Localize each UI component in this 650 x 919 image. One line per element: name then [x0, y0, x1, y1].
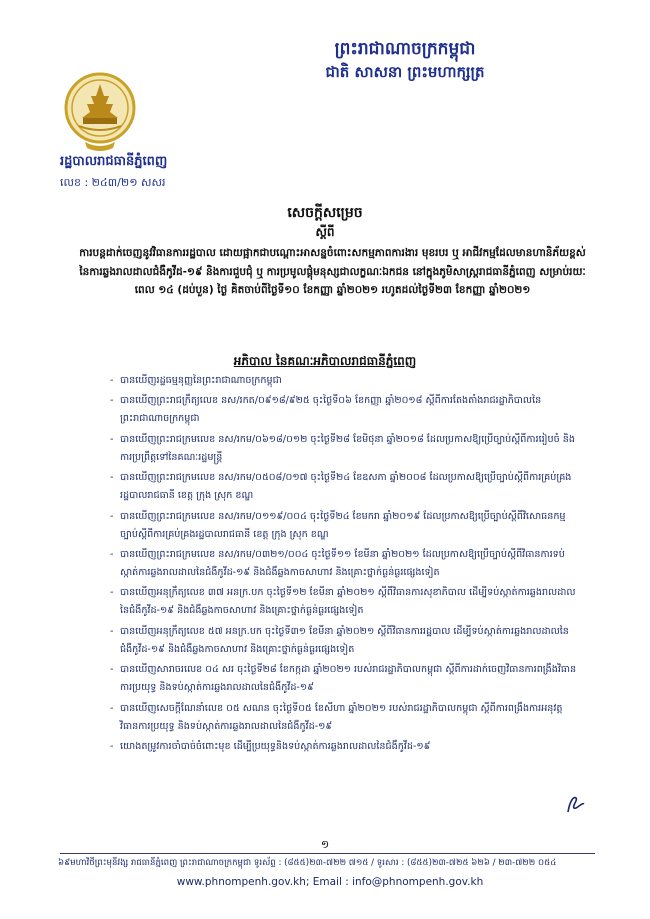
list-item: - បានឃើញសារាចរលេខ ០៤ សរ ចុះថ្ងៃទី២៨ ខែកក្កដា ឆ្នាំ២០២១ របស់រាជរដ្ឋាភិបាលកម្ពុជា ស្ដីពីការដាក់ចេញវិធានការពង្រឹងវិធានការប្រយុទ្ធ និងទប់ស្កាត់ការឆ្លងរាលដាលនៃជំងឺកូវីដ-១៩ — [110, 661, 580, 697]
list-item: - បានឃើញអនុក្រឹត្យលេខ ៥៧ អនក្រ.បក ចុះថ្ងៃទី៣១ ខែមីនា ឆ្នាំ២០២១ ស្ដីពីវិធានការរដ្ឋបាល ដើម្បីទប់ស្កាត់ការឆ្លងរាលដាលនៃជំងឺកូវីដ-១៩ និងជំងឺឆ្លងកាចសាហាវ និងគ្រោះថ្នាក់ធ្ងន់ធ្ងរផ្សេងទៀត — [110, 623, 580, 659]
list-item: - បានឃើញព្រះរាជក្រមលេខ នស/រកម/០១១៩/០០៤ ចុះថ្ងៃទី២៤ ខែមករា ឆ្នាំ២០១៩ ដែលប្រកាសឱ្យប្រើច្បាប់ស្ដីពីវិសោធនកម្មច្បាប់ស្ដីពីការគ្រប់គ្រងរដ្ឋបាលរាជធានី ខេត្ត ក្រុង ស្រុក ខណ្ឌ — [110, 508, 580, 544]
list-item: - បានឃើញអនុក្រឹត្យលេខ ៣៧ អនក្រ.បក ចុះថ្ងៃទី១២ ខែមីនា ឆ្នាំ២០២១ ស្ដីពីវិធានការសុខាភិបាល ដើម្បីទប់ស្កាត់ការឆ្លងរាលដាលនៃជំងឺកូវីដ-១៩ និងជំងឺឆ្លងកាចសាហាវ និងគ្រោះថ្នាក់ធ្ងន់ធ្ងរផ្សេងទៀត — [110, 584, 580, 620]
list-item: - បានឃើញរដ្ឋធម្មនុញ្ញនៃព្រះរាជាណាចក្រកម្ពុជា — [110, 372, 580, 390]
page-number: ១ — [320, 838, 330, 851]
footer-address: ៦៩មហាវិថីព្រះមុនីវង្ស រាជធានីភ្នំពេញ ព្រះរាជាណាចក្រកម្ពុជា ទូរស័ព្ទ : (៨៥៥)២៣-៧២២ ៧១៥ / ទូរសារ : (៨៥៥)២៣-៧២៥ ៦២៦ / ២៣-៧២២ ០៥៤ — [58, 858, 557, 868]
list-item: - បានឃើញសេចក្ដីណែនាំលេខ ០៥ សណន ចុះថ្ងៃទី០៥ ខែសីហា ឆ្នាំ២០២១ របស់រាជរដ្ឋាភិបាលកម្ពុជា ស្ដីពីការពង្រឹងការអនុវត្តវិធានការប្រយុទ្ធ និងទប់ស្កាត់ការឆ្លងរាលដាលនៃជំងឺកូវីដ-១៩ — [110, 700, 580, 736]
document-about: ស្ដីពី — [315, 225, 335, 239]
national-motto: ជាតិ សាសនា ព្រះមហាក្សត្រ — [325, 63, 485, 81]
kingdom-heading: ព្រះរាជាណាចក្រកម្ពុជា — [334, 39, 476, 59]
list-item: - បានឃើញព្រះរាជក្រឹត្យលេខ នស/រកត/០៩១៨/៩២៥ ចុះថ្ងៃទី០៦ ខែកញ្ញា ឆ្នាំ២០១៨ ស្ដីពីការតែងតាំងរាជរដ្ឋាភិបាលនៃព្រះរាជាណាចក្រកម្ពុជា — [110, 392, 580, 428]
reference-number: លេខ : ២៤៣/២១ សសរ — [60, 176, 166, 189]
document-title: សេចក្ដីសម្រេច — [287, 205, 363, 221]
considerations-list — [110, 372, 580, 758]
footer-email-link[interactable]: info@phnompenh.gov.kh — [352, 876, 484, 888]
footer-email-label: Email : — [309, 876, 353, 888]
phnom-penh-seal-icon — [63, 70, 137, 154]
initial-signature-icon — [564, 792, 588, 816]
document-subject: ការបន្តដាក់ចេញនូវវិធានការរដ្ឋបាល ដោយផ្អាកជាបណ្ដោះអាសន្នចំពោះសកម្មភាពការងារ មុខរបរ ឬ អាជីវកម្មដែលមានហានិភ័យខ្ពស់នៃការឆ្លងរាលដាលជំងឺកូវីដ-១៩ និងការជួបជុំ ឬ ការប្រមូលផ្ដុំមនុស្សជាលក្ខណៈឯកជន នៅក្នុងភូមិសាស្ត្ររាជធានីភ្នំពេញ សម្រាប់រយៈពេល ១៤ (ដប់បួន) ថ្ងៃ គិតចាប់ពីថ្ងៃទី១០ ខែកញ្ញា ឆ្នាំ២០២១ រហូតដល់ថ្ងៃទី២៣ ខែកញ្ញា ឆ្នាំ២០២១ — [79, 247, 586, 296]
list-item: - បានឃើញព្រះរាជក្រមលេខ នស/រកម/០៦១៨/០១២ ចុះថ្ងៃទី២៨ ខែមិថុនា ឆ្នាំ២០១៨ ដែលប្រកាសឱ្យប្រើច្បាប់ស្ដីពីការរៀបចំ និងការប្រព្រឹត្តទៅនៃគណៈរដ្ឋមន្ត្រី — [110, 431, 580, 467]
list-item: - បានឃើញព្រះរាជក្រមលេខ នស/រកម/០៥០៨/០១៧ ចុះថ្ងៃទី២៤ ខែឧសភា ឆ្នាំ២០០៨ ដែលប្រកាសឱ្យប្រើច្បាប់ស្ដីពីការគ្រប់គ្រងរដ្ឋបាលរាជធានី ខេត្ត ក្រុង ស្រុក ខណ្ឌ — [110, 469, 580, 505]
organization-name: រដ្ឋបាលរាជធានីភ្នំពេញ — [60, 154, 168, 169]
list-item: - បានឃើញព្រះរាជក្រមលេខ នស/រកម/០៣២១/០០៤ ចុះថ្ងៃទី១១ ខែមីនា ឆ្នាំ២០២១ ដែលប្រកាសឱ្យប្រើច្បាប់ស្ដីពីវិធានការទប់ស្កាត់ការឆ្លងរាលដាលនៃជំងឺកូវីដ-១៩ និងជំងឺឆ្លងកាចសាហាវ និងគ្រោះថ្នាក់ធ្ងន់ធ្ងរផ្សេងទៀត — [110, 546, 580, 582]
footer-website-link[interactable]: www.phnompenh.gov.kh; — [176, 876, 310, 888]
issuing-authority: អភិបាល នៃគណៈអភិបាលរាជធានីភ្នំពេញ — [233, 354, 417, 368]
footer-contact — [60, 876, 600, 888]
footer-divider — [60, 853, 595, 854]
list-item: - យោងតម្រូវការចាំបាច់ចំពោះមុខ ដើម្បីប្រយុទ្ធនិងទប់ស្កាត់ការឆ្លងរាលដាលនៃជំងឺកូវីដ-១៩ — [110, 738, 580, 756]
